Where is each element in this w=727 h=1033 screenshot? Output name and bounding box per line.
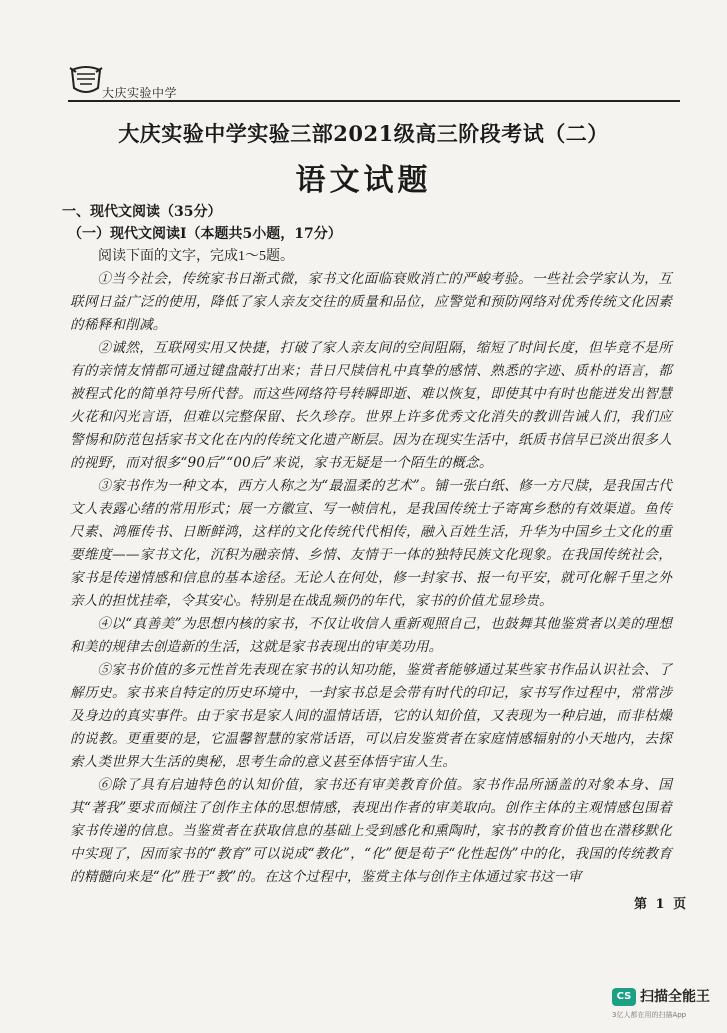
paragraph-6: ⑥除了具有启迪特色的认知价值，家书还有审美教育价值。家书作品所涵盖的对象本身、国其“著我”要求而倾注了创作主体的思想情感，表现出作者的审美取向。创作主体的主观情感包围着家书传递的信息。当鉴赏者在获取信息的基础上受到感化和熏陶时，家书的教育价值也在潜移默化中实现了，因而家书的“教育”可以说成“教化”，“化”便是荀子“化性起伪”中的化，我国的传统教育的精髓向来是“化”胜于“教”的。在这个过程中，鉴赏主体与创作主体通过家书这一审 — [70, 777, 672, 885]
school-name: 大庆实验中学 — [102, 86, 178, 100]
paragraph-5: ⑤家书价值的多元性首先表现在家书的认知功能，鉴赏者能够通过某些家书作品认识社会、了解历史。家书来自特定的历史环境中，一封家书总是会带有时代的印记，家书写作过程中，常常涉及身边的真实事件。由于家书是家人间的温情话语，它的认知价值，又表现为一种启迪，而非枯燥的说教。更重要的是，它温馨智慧的家常话语，可以启发鉴赏者在家庭情感辐射的小天地内，去探索人类世界大生活的奥秘，思考生命的意义甚至体悟宇宙人生。 — [70, 662, 672, 770]
page-header — [68, 62, 680, 104]
school-crest-icon — [68, 62, 104, 98]
instruction: 阅读下面的文字，完成1～5题。 — [98, 249, 294, 264]
scanner-watermark — [612, 986, 722, 1026]
paragraph-3: ③家书作为一种文本，西方人称之为“最温柔的艺术”。铺一张白纸、修一方尺牍，是我国古代文人表露心绪的常用形式；展一方徽宣、写一帧信札，是我国传统士子寄寓乡愁的有效渠道。鱼传尺素、鸿雁传书、日断鲜鸿，这样的文化传统代代相传，融入百姓生活，升华为中国乡土文化的重要维度——家书文化，沉积为融亲情、乡情、友情于一体的独特民族文化现象。在我国传统社会，家书是传递情感和信息的基本途径。无论人在何处，修一封家书、报一句平安，就可化解千里之外亲人的担忧挂牵，令其安心。特别是在战乱频仍的年代，家书的价值尤显珍贵。 — [70, 478, 672, 609]
watermark-name: 扫描全能王 — [640, 989, 710, 1005]
paragraph-4: ④以“真善美”为思想内核的家书，不仅让收信人重新观照自己，也鼓舞其他鉴赏者以美的理想和美的规律去创造新的生活，这就是家书表现出的审美功用。 — [70, 616, 672, 655]
subject-title: 语文试题 — [295, 163, 432, 198]
header-rule — [68, 100, 680, 102]
page-number: 第 1 页 — [634, 897, 689, 912]
watermark-tagline: 3亿人都在用的扫描App — [612, 1011, 687, 1019]
passage — [70, 245, 672, 889]
camscanner-logo-icon: CS — [612, 988, 636, 1006]
subsection-heading: （一）现代文阅读Ⅰ（本题共5小题，17分） — [68, 226, 342, 242]
paragraph-1: ①当今社会，传统家书日渐式微，家书文化面临衰败消亡的严峻考验。一些社会学家认为，互联网日益广泛的使用，降低了家人亲友交往的质量和品位，应警觉和预防网络对优秀传统文化因素的稀释和削减。 — [70, 271, 672, 333]
section-heading: 一、现代文阅读（35分） — [62, 204, 222, 220]
paragraph-2: ②诚然，互联网实用又快捷，打破了家人亲友间的空间阻隔，缩短了时间长度，但毕竟不是所有的亲情友情都可通过键盘敲打出来；昔日尺牍信札中真挚的感情、熟悉的字迹、质朴的语言，都被程式化的简单符号所代替。而这些网络符号转瞬即逝、难以恢复，即使其中有时也能迸发出智慧火花和闪光言语，但难以完整保留、长久珍存。世界上许多优秀文化消失的教训告诫人们，我们应警惕和防范包括家书文化在内的传统文化遗产断层。因为在现实生活中，纸质书信早已淡出很多人的视野，而对很多“90后”“00后”来说，家书无疑是一个陌生的概念。 — [70, 340, 672, 471]
exam-title: 大庆实验中学实验三部2021级高三阶段考试（二） — [118, 121, 609, 146]
